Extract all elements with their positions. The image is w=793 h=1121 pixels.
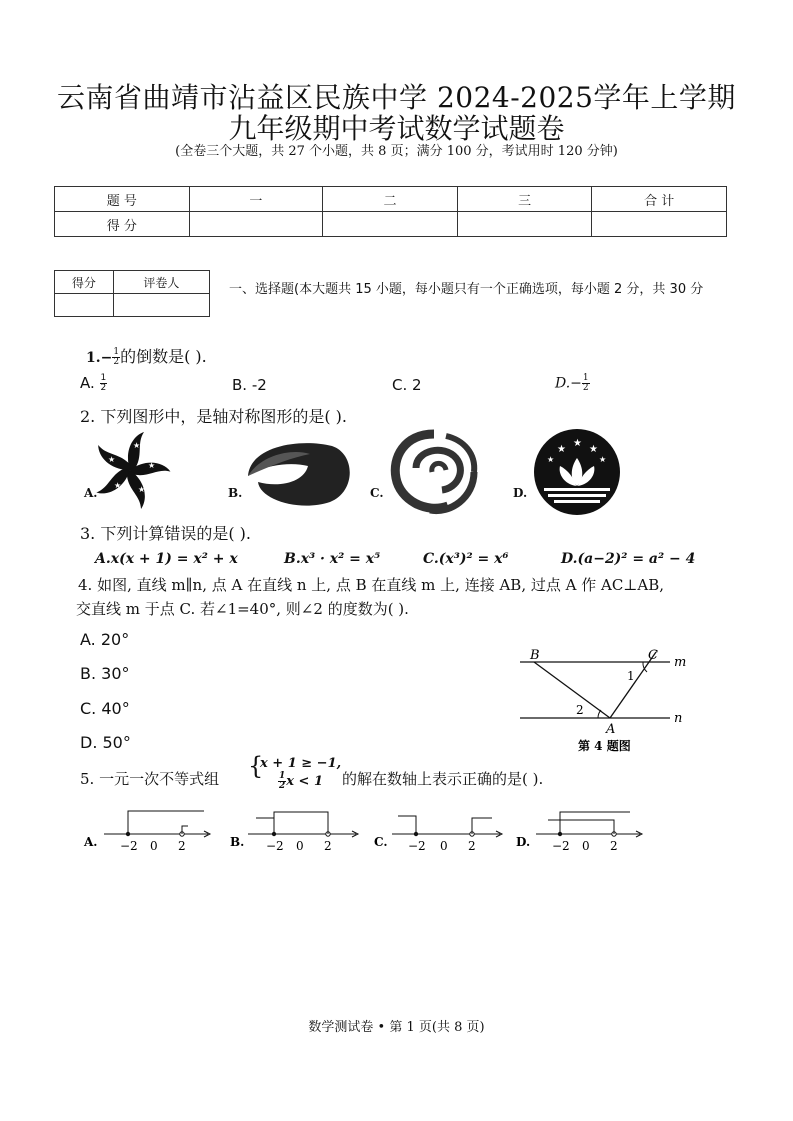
q4-option-c[interactable]: C. 40° (80, 699, 130, 718)
tick-label: −2 (266, 839, 284, 853)
line-m-label: m (674, 655, 687, 670)
q3-option-a[interactable]: A.x(x + 1) = x² + x (95, 551, 238, 567)
score-cell[interactable] (189, 212, 323, 237)
page-title-line1: 云南省曲靖市沾益区民族中学 2024-2025学年上学期 (57, 81, 736, 114)
star-icon: ★ (573, 438, 582, 449)
q5-stem-suffix: 的解在数轴上表示正确的是( ). (342, 770, 544, 788)
exam-info: (全卷三个大题，共 27 个小题，共 8 页；满分 100 分，考试用时 120 分钟) (175, 144, 618, 159)
q5-ineq1: x + 1 ≥ −1, (260, 756, 342, 771)
score-row-label: 得 分 (55, 212, 190, 237)
q1-option-d[interactable] (555, 374, 590, 393)
angle-1-label: 1 (627, 669, 635, 683)
page-title-line2: 九年级期中考试数学试题卷 (228, 112, 565, 145)
q3-option-d[interactable]: D.(a−2)² = a² − 4 (561, 551, 696, 567)
q2-figure-c-swirl[interactable] (386, 428, 482, 518)
q4-stem-line2: 交直线 m 于点 C. 若∠1=40°, 则∠2 的度数为( ). (76, 600, 409, 618)
score-table (54, 186, 727, 237)
star-icon: ★ (138, 485, 146, 494)
q5-option-a[interactable] (80, 804, 220, 854)
point-b-label: B (530, 648, 540, 663)
q5-ineq2-rest: x < 1 (286, 774, 324, 789)
q5-frac-den: 2 (279, 781, 286, 791)
range-bracket (274, 812, 328, 834)
star-icon: ★ (114, 481, 122, 490)
tick-label: 0 (582, 839, 590, 853)
q1-prefix: 1.− (86, 350, 113, 366)
point-c-label: C (648, 648, 658, 663)
q4-option-b[interactable]: B. 30° (80, 664, 130, 683)
q5-stem-prefix: 5. 一元一次不等式组 (80, 770, 220, 788)
angle-2-label: 2 (576, 703, 584, 717)
q3-option-c[interactable]: C.(x³)² = x⁶ (423, 551, 509, 567)
grader-score-cell[interactable] (55, 294, 114, 317)
tick-label: 2 (178, 839, 186, 853)
range-bracket (472, 818, 492, 834)
swirl-stroke (432, 463, 446, 472)
bridge-band (544, 488, 610, 491)
brace-icon: { (248, 752, 264, 780)
score-cell[interactable] (457, 212, 592, 237)
score-header-cell: 二 (323, 187, 458, 212)
score-header-cell: 题 号 (55, 187, 190, 212)
option-label: D. (516, 835, 531, 849)
star-icon: ★ (133, 441, 141, 450)
q5-option-c[interactable] (370, 804, 510, 854)
score-table-header-row (55, 187, 727, 212)
star-icon: ★ (599, 455, 607, 464)
angle-2-arc (598, 710, 601, 718)
q1-frac-den: 2 (113, 357, 120, 367)
q1-frac-num: 1 (113, 347, 120, 357)
grader-name-label: 评卷人 (113, 271, 209, 294)
range-bracket (398, 816, 416, 834)
swirl-stroke (416, 450, 460, 490)
score-table-row (55, 212, 727, 237)
q2-label-b: B. (228, 486, 243, 500)
grader-score-label: 得分 (55, 271, 114, 294)
range-bracket (560, 812, 630, 834)
tick-label: 2 (468, 839, 476, 853)
q1-opt-d-den: 2 (582, 383, 589, 393)
q1-opt-a-den: 2 (100, 383, 107, 393)
swirl-stroke (395, 434, 448, 508)
tick-label: 0 (296, 839, 304, 853)
tick-label: −2 (408, 839, 426, 853)
q2-label-d: D. (513, 486, 528, 500)
star-icon: ★ (108, 455, 116, 464)
score-cell[interactable] (592, 212, 727, 237)
section1-heading: 一、选择题(本大题共 15 小题，每小题只有一个正确选项，每小题 2 分，共 30 分 (229, 282, 704, 297)
q2-label-c: C. (370, 486, 384, 500)
q1-opt-a-num: 1 (100, 373, 107, 383)
q1-opt-d-num: 1 (582, 373, 589, 383)
q5-frac-num: 1 (279, 771, 286, 781)
range-bracket (548, 820, 614, 834)
star-icon: ★ (547, 455, 555, 464)
q1-option-b[interactable]: B. -2 (232, 376, 267, 394)
star-icon: ★ (148, 461, 156, 470)
option-label: B. (230, 835, 245, 849)
option-label: C. (374, 835, 388, 849)
q5-option-b[interactable] (226, 804, 366, 854)
star-icon: ★ (589, 444, 598, 455)
tick-label: −2 (120, 839, 138, 853)
tick-label: 0 (440, 839, 448, 853)
grader-box (54, 270, 210, 317)
q1-opt-a-frac (100, 374, 108, 393)
water-band (554, 500, 600, 503)
point-a-label: A (606, 722, 616, 737)
q1-stem (86, 344, 207, 367)
page-footer: 数学测试卷 • 第 1 页(共 8 页) (308, 1020, 485, 1035)
score-header-cell: 合 计 (592, 187, 727, 212)
figure-caption: 第 4 题图 (578, 739, 631, 753)
tick-label: 2 (610, 839, 618, 853)
q4-option-a[interactable]: A. 20° (80, 630, 130, 649)
q2-label-a: A. (84, 486, 98, 500)
q4-option-d[interactable]: D. 50° (80, 733, 131, 752)
score-header-cell: 一 (189, 187, 323, 212)
q2-figure-b-crescent[interactable] (240, 436, 358, 508)
grader-name-cell[interactable] (113, 294, 209, 317)
q2-stem: 2. 下列图形中，是轴对称图形的是( ). (80, 407, 348, 426)
score-cell[interactable] (323, 212, 458, 237)
segment-ab (534, 662, 610, 718)
q4-stem-line1: 4. 如图, 直线 m∥n, 点 A 在直线 n 上, 点 B 在直线 m 上, 连接 AB, 过点 A 作 AC⊥AB, (78, 576, 665, 594)
option-label: A. (84, 835, 98, 849)
q5-ineq2 (278, 772, 323, 791)
range-bracket (256, 818, 274, 834)
water-band (548, 494, 606, 497)
q1-opt-d-frac (582, 374, 590, 393)
q1-option-a[interactable] (80, 374, 107, 393)
q3-option-b[interactable]: B.x³ · x² = x⁵ (284, 551, 381, 567)
q1-opt-d-label: D.− (555, 375, 582, 392)
q5-option-d[interactable] (512, 804, 652, 854)
tick-label: −2 (552, 839, 570, 853)
score-header-cell: 三 (457, 187, 592, 212)
q2-figure-d-emblem[interactable] (530, 428, 624, 516)
q3-stem: 3. 下列计算错误的是( ). (80, 524, 252, 543)
q1-fraction (112, 348, 120, 367)
q4-figure (510, 644, 710, 756)
q1-opt-a-label: A. (80, 374, 100, 392)
tick-label: 2 (324, 839, 332, 853)
tick-label: 0 (150, 839, 158, 853)
q1-suffix: 的倒数是( ). (120, 347, 207, 366)
q1-option-c[interactable]: C. 2 (392, 376, 422, 394)
range-bracket (128, 811, 204, 834)
star-icon: ★ (557, 444, 566, 455)
line-n-label: n (674, 711, 683, 726)
